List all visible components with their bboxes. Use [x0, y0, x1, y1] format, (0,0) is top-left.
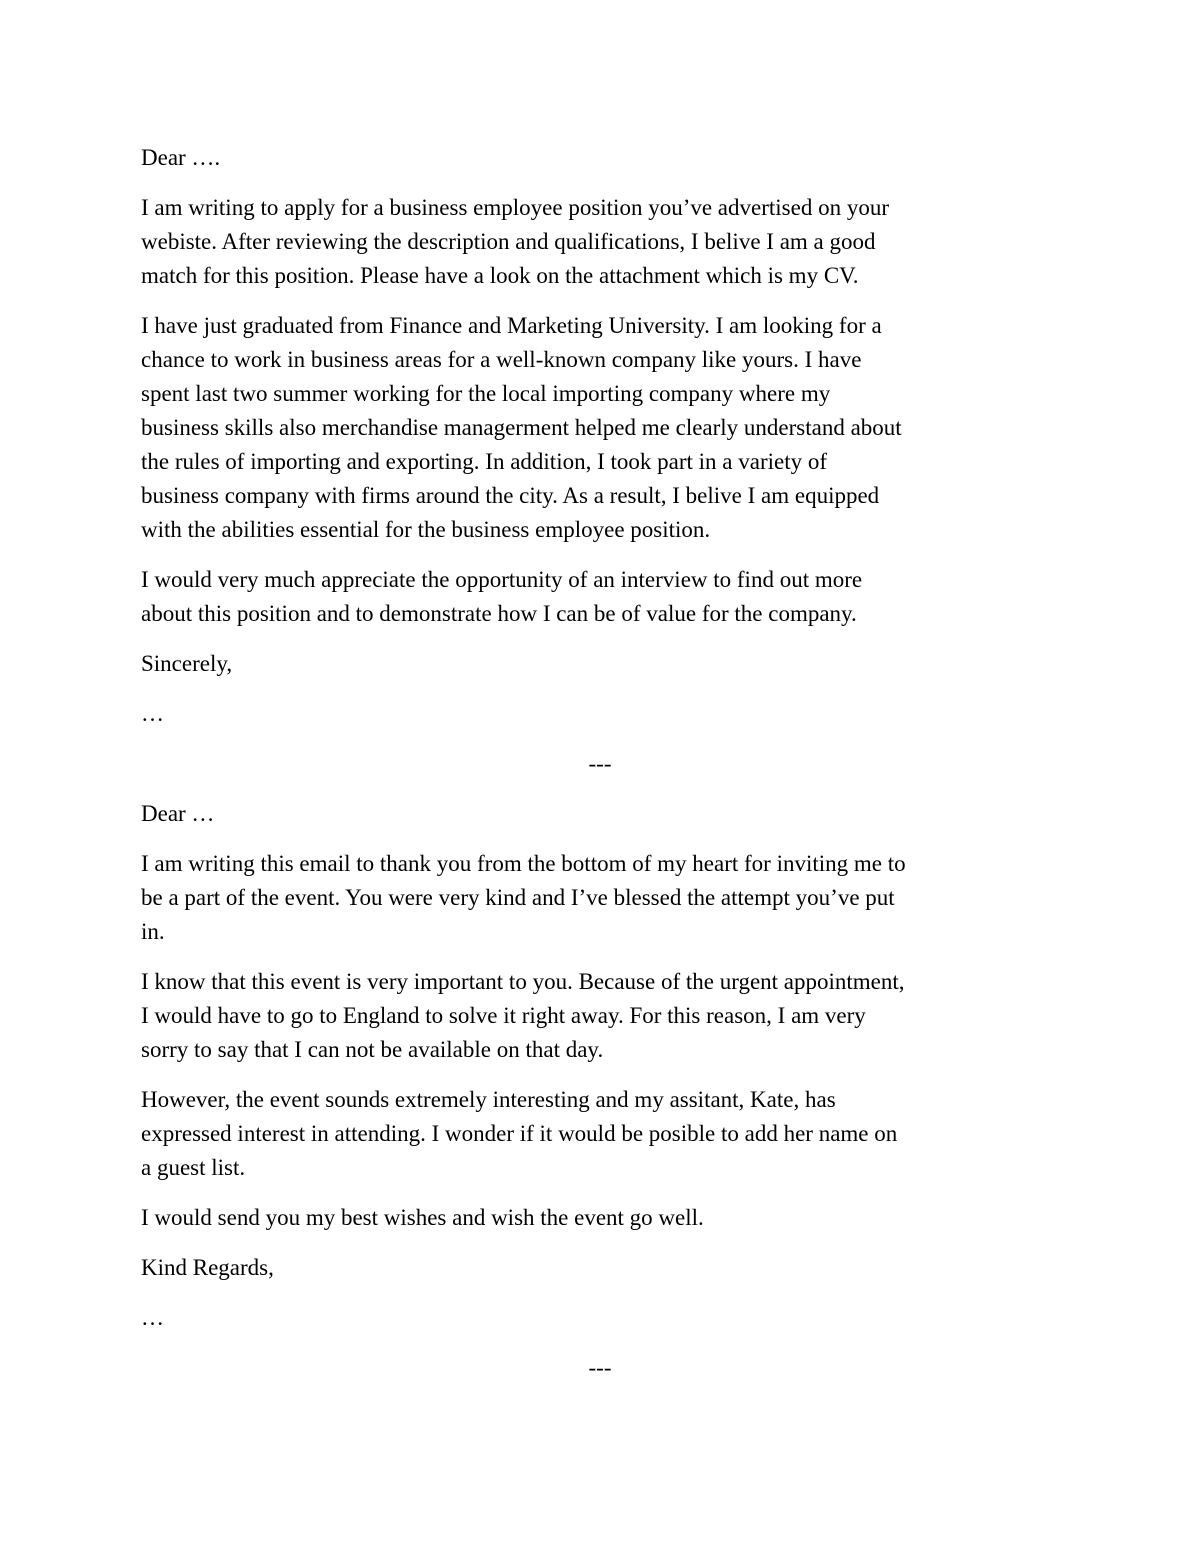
- letter-2: [141, 797, 1061, 1335]
- text-line: I am writing this email to thank you from the bottom of my heart for inviting me to: [141, 851, 906, 876]
- text-line: I would very much appreciate the opportunity of an interview to find out more: [141, 567, 863, 592]
- text-line: sorry to say that I can not be available on that day.: [141, 1037, 604, 1062]
- text-line: I have just graduated from Finance and Marketing University. I am looking for a: [141, 313, 882, 338]
- letter-1-paragraph-1: [141, 191, 1061, 293]
- letter-1-salutation: Dear ….: [141, 145, 221, 170]
- letter-2-paragraph-3: [141, 1083, 1061, 1185]
- text-line: expressed interest in attending. I wonder if it would be posible to add her name on: [141, 1121, 898, 1146]
- text-line: I am writing to apply for a business employee position you’ve advertised on your: [141, 195, 889, 220]
- text-line: I know that this event is very important to you. Because of the urgent appointment,: [141, 969, 905, 994]
- text-line: in.: [141, 919, 165, 944]
- letter-2-closing: Kind Regards,: [141, 1255, 274, 1280]
- text-line: with the abilities essential for the business employee position.: [141, 517, 711, 542]
- text-line: However, the event sounds extremely interesting and my assitant, Kate, has: [141, 1087, 836, 1112]
- text-line: business skills also merchandise managerment helped me clearly understand about: [141, 415, 902, 440]
- text-line: the rules of importing and exporting. In addition, I took part in a variety of: [141, 449, 828, 474]
- letter-2-paragraph-1: [141, 847, 1061, 949]
- text-line: webiste. After reviewing the description and qualifications, I belive I am a good: [141, 229, 876, 254]
- letter-1-signature: …: [141, 701, 164, 726]
- document-page: [141, 141, 1061, 1385]
- text-line: I would have to go to England to solve it right away. For this reason, I am very: [141, 1003, 866, 1028]
- text-line: spent last two summer working for the local importing company where my: [141, 381, 831, 406]
- letter-2-paragraph-2: [141, 965, 1061, 1067]
- letter-2-paragraph-4: [141, 1201, 1061, 1235]
- letter-1-paragraph-2: [141, 309, 1061, 547]
- letter-1-paragraph-3: [141, 563, 1061, 631]
- text-line: business company with firms around the city. As a result, I belive I am equipped: [141, 483, 880, 508]
- separator-1: ---: [588, 751, 612, 776]
- text-line: chance to work in business areas for a well-known company like yours. I have: [141, 347, 862, 372]
- text-line: about this position and to demonstrate how I can be of value for the company.: [141, 601, 857, 626]
- letter-1-closing: Sincerely,: [141, 651, 233, 676]
- letter-1: [141, 141, 1061, 731]
- text-line: a guest list.: [141, 1155, 246, 1180]
- text-line: be a part of the event. You were very kind and I’ve blessed the attempt you’ve put: [141, 885, 895, 910]
- letter-2-signature: …: [141, 1305, 164, 1330]
- text-line: I would send you my best wishes and wish the event go well.: [141, 1205, 704, 1230]
- text-line: match for this position. Please have a look on the attachment which is my CV.: [141, 263, 859, 288]
- letter-2-salutation: Dear …: [141, 801, 215, 826]
- separator-2: ---: [588, 1355, 612, 1380]
